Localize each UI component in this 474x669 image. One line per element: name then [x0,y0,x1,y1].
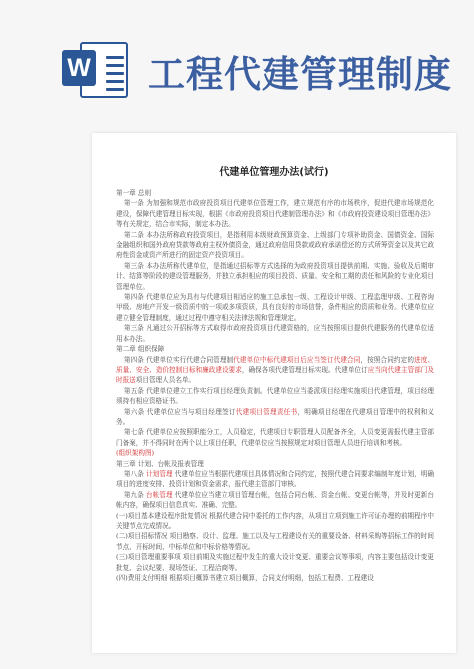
highlighted-text: 进度、质量、安全、造价控制目标和廉政建设要求 [116,355,434,374]
article-paragraph: 第六条 代建单位应当与项目经理签订代建项目管理责任书，明确项目经理在代建项目管理中的权利和义务。 [116,407,435,426]
highlighted-text: 代建项目管理责任书 [235,407,298,416]
list-item: (三)项目管理重要事项 项目前期及实施过程中发生的重大设计变更、重要会议等事项，内容主要包括设计变更批复、会议纪要、现场签证、工程洽商等。 [116,553,434,572]
document-page [92,133,456,653]
page-title: 工程代建管理制度 [148,53,452,96]
article-paragraph: 第九条 台帐管理 代建单位应当建立项目管理台帐，包括合同台帐、资金台帐、变更台帐等，并及时更新台帐内容，确保项目信息真实、准确、完整。 [116,490,434,510]
banner-header [0,0,474,118]
article-paragraph: 第八条 计划管理 代建单位应当根据代建项目具体情况和合同约定，按照代建合同要求编制年度计划，明确项目的进度安排、投资计划和资金需求，报代建主管部门审核。 [116,469,434,489]
document-body [92,188,456,583]
highlighted-text: 计划管理 [146,469,173,478]
article-paragraph: 第二条 本办法所称政府投资项目，是指利用本级财政预算资金、上级部门专项补助资金、国债资金、国际金融组织和国外政府贷款等政府主权外债资金，通过政府信用贷款或政府承诺偿还的方式所筹资金以及其它政府性资金或资产所进行的固定资产投资项目。 [116,230,434,260]
list-item: (一)项目基本建设程序批复情况 根据代建合同中委托的工作内容，从项目立项到施工许可证办理的前期程序中关键节点完成情况。 [116,511,434,530]
article-paragraph: 第四条 代建单位应为具有与代建项目相适应的施工总承包一级、工程设计甲级、工程监理甲级、工程咨询甲级、房地产开发一级资质中的一项或多项资质，具有良好的市场信誉，条件相应的资质和业务。代建单位应建立健全管理制度，通过过程中遵守相关法律法规和管理规定。 [116,293,434,322]
article-paragraph: 第一条 为加强和规范市政府投资项目代建单位管理工作，建立规范有序的市场秩序，促进代建市场规范化建设，保障代建管理目标实现，根据《市政府投资项目代建制管理办法》和《市政府投资建设项目管理办法》等有关规定，结合市实际，制定本办法。 [116,199,434,229]
chapter-heading: 第一章 总则 [116,189,152,197]
highlighted-text: 代建单位中标代建项目后应当签订代建合同 [233,355,361,364]
article-paragraph: 第三条 本办法所称代建单位，是指通过招标等方式选择的为政府投资项目提供前期、实施、验收及后期审计、结算等阶段的建设管理服务，并独立承担相应的项目投资、质量、安全和工期的责任和风险的专业化项目管理单位。 [116,261,434,291]
word-badge: W [62,50,96,86]
chapter-heading: 第三章 计划、台帐及报表管理 [116,459,204,468]
highlighted-text: 应当向代建主管部门及时报送 [116,365,435,385]
article-paragraph: 第四条 代建单位实行代建合同管理制代建单位中标代建项目后应当签订代建合同，按照合同约定的进度、质量、安全、造价控制目标和廉政建设要求，确保各项代建管理目标实现。代建单位订应当向代建主管部门及时报送项目管理人员名单。 [116,355,435,385]
list-item: (四)费用支付明细 根据项目概算书建立项目概算，合同支付明细，包括工程费、工程建设 [116,574,374,583]
chapter-heading: 第二章 组织保障 [116,345,165,354]
word-document-icon [62,38,130,100]
highlighted-text: (组织架构图) [116,449,155,458]
list-item: (二)项目招标情况 项目勘察、设计、监理、施工以及与工程建设有关的重要设备、材料采购等招标工作的时间节点、开标时间、中标单位和中标价格等情况。 [116,532,434,551]
article-paragraph: 第三条 凡通过公开招标等方式取得市政府投资项目代建资格的，应当按照项目提供代建服务的代建单位适用本办法。 [116,324,434,343]
article-paragraph: 第五条 代建单位建立工作实行项目经理负责制。代建单位应当委派项目经理实施项目代建管理，项目经理须持有相应资格证书。 [116,386,434,406]
highlighted-text: 台帐管理 [146,490,173,499]
article-paragraph: 第七条 代建单位应按照职能分工，人员稳定，代建项目专职管理人员配备齐全，人员变更需报代建主管部门备案，并不得同时在两个以上项目任职，代建单位应当按照规定对项目管理人员进行培训和考核。 [116,428,434,447]
document-title: 代建单位管理办法(试行) [219,167,329,178]
